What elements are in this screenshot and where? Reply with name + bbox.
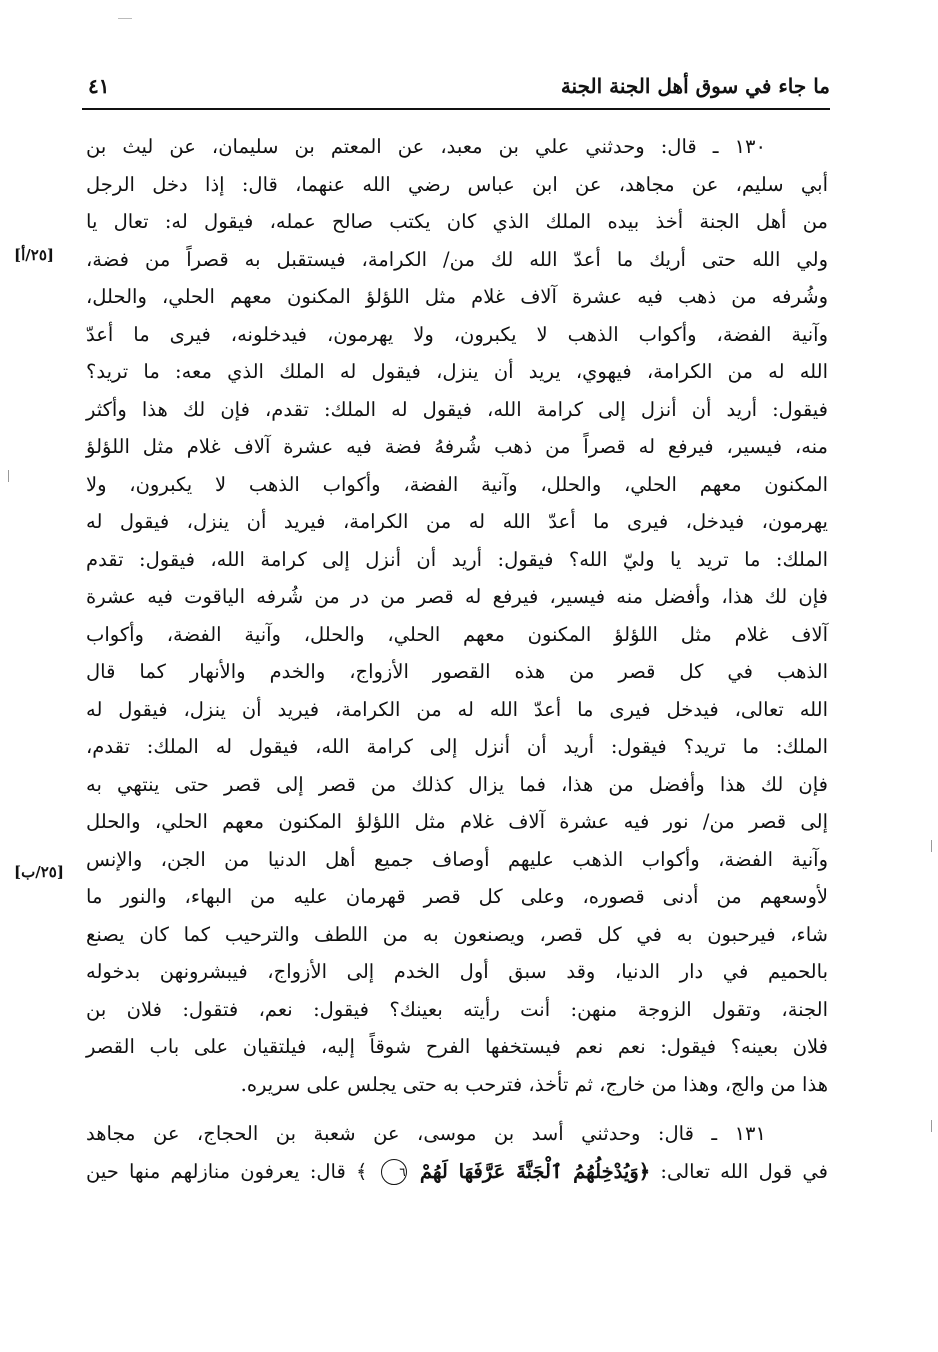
page-number: ٤١ [88, 74, 110, 98]
margin-note: [٢٥/ب] [14, 863, 64, 881]
scan-artifact [931, 1120, 932, 1132]
text-line: هذا من والج، وهذا من خارج، ثم تأخذ، فترحب به حتى يجلس على سريره. [240, 1072, 828, 1096]
text-line: شاء، فيرحبون به في كل قصر، ويصنعون به من اللطف والترحيب كما كان يصنع [86, 922, 828, 946]
text-line: المكنون معهم الحلي، والحلل، وآنية الفضة، وأكواب الذهب لا يكبرون، ولا [86, 472, 828, 496]
text-line: لأوسعهم من أدنى قصوره، وعلى كل قصر قهرمان عليه من البهاء، والنور ما [86, 885, 828, 908]
text-line: ١٣١ ـ قال: وحدثني أسد بن موسى، عن شعبة بن الحجاج، عن مجاهد [86, 1122, 766, 1145]
text-line: الملك: ما تريد يا وليّ الله؟ فيقول: أريد أن أنزل إلى كرامة الله، فيقول: تقدم [86, 547, 828, 571]
verse-after: ﴾ قال: يعرفون منازلهم منها حين [86, 1159, 368, 1183]
text-line: منه، فيسير، فيرفع له قصراً من ذهب شُرفهُ فضة فيه عشرة آلاف غلام مثل اللؤلؤ [86, 435, 828, 458]
text-line: بالحميم في دار الدنيا، وقد سبق أول الخدم إلى الأزواج، فيبشرونهن بدخوله [86, 960, 828, 983]
scan-artifact [118, 18, 132, 19]
text-line: فلان بعينه؟ فيقول: نعم نعم فيستخفها الفرح شوقاً إليه، فيلتقيان على باب القصر [86, 1035, 828, 1058]
text-line: وآنية الفضة، وأكواب الذهب لا يكبرون، ولا يهرمون، فيدخلونه، فيرى ما أعدّ [86, 322, 828, 346]
ayah-number-marker: ٦ [381, 1159, 407, 1185]
text-line: فإن لك هذا، وأفضل منه فيسير، فيرفع له قصر من در من شُرفه الياقوت فيه عشرة [86, 585, 828, 608]
quran-verse: ﴿وَيُدْخِلُهُمُ ٱلْجَنَّةَ عَرَّفَهَا لَهُمْ [419, 1159, 651, 1183]
running-title: ما جاء في سوق أهل الجنة الجنة [560, 74, 830, 98]
margin-note: [٢٥/أ] [14, 246, 54, 264]
text-line: الملك: ما تريد؟ فيقول: أريد أن أنزل إلى كرامة الله، فيقول له الملك: تقدم، [86, 735, 828, 758]
text-line: أبي سليم، عن مجاهد، عن ابن عباس رضي الله عنهما، قال: إذا دخل الرجل [86, 172, 828, 196]
text-line: يهرمون، فيدخل، فيرى ما أعدّ الله له من الكرامة، فيريد أن ينزل، فيقول له [86, 510, 828, 533]
text-line: وشُرفه من ذهب فيه عشرة آلاف غلام مثل اللؤلؤ المكنون معهم الحلي، والحلل، [86, 285, 828, 308]
text-line: ولي الله حتى أريك ما أعدّ الله لك من/ الكرامة، فيستقبل به قصراً من فضة، [86, 247, 828, 271]
text-line-with-verse [86, 1153, 828, 1191]
text-line: إلى قصر من/ نور فيه عشرة آلاف غلام مثل اللؤلؤ المكنون معهم الحلي، والحلل [86, 810, 828, 833]
scan-artifact [8, 470, 9, 482]
text-line: آلاف غلام مثل اللؤلؤ المكنون معهم الحلي، والحلل، وآنية الفضة، وأكواب [86, 622, 828, 646]
text-line: فإن لك هذا وأفضل من هذا، فما يزال كذلك من قصر إلى قصر حتى ينتهي به [86, 772, 828, 796]
body-text [86, 128, 828, 1190]
header-rule [82, 108, 830, 110]
text-line: الله له من الكرامة، فيهوي، يريد أن ينزل، فيقول له الملك الذي معه: ما تريد؟ [86, 360, 828, 383]
text-line: ١٣٠ ـ قال: وحدثني علي بن معبد، عن المعتم بن سليمان، عن ليث بن [86, 135, 766, 158]
text-line: الجنة، وتقول الزوجة منهن: أنت رأيته بعينك؟ فيقول: نعم، فتقول: فلان بن [86, 997, 828, 1021]
scan-artifact [931, 840, 932, 852]
text-line: وآنية الفضة، وأكواب الذهب عليهم أوصاف جميع أهل الدنيا من الجن، والإنس [86, 847, 828, 871]
text-line: الله تعالى، فيدخل فيرى ما أعدّ الله له من الكرامة، فيريد أن ينزل، فيقول له [86, 697, 828, 721]
paragraph-gap [86, 1103, 828, 1115]
text-line: الذهب في كل قصر من هذه القصور الأزواج، والخدم والأنهار كما قال [86, 660, 828, 683]
text-line: فيقول: أريد أن أنزل إلى كرامة الله، فيقول له الملك: تقدم، فإن لك هذا وأكثر [86, 397, 828, 421]
page-header [82, 72, 830, 110]
text-line: من أهل الجنة أخذ بيده الملك الذي كان يكتب صالح عمله، فيقول له: تعال يا [86, 210, 828, 233]
verse-intro: في قول الله تعالى: [660, 1159, 828, 1183]
